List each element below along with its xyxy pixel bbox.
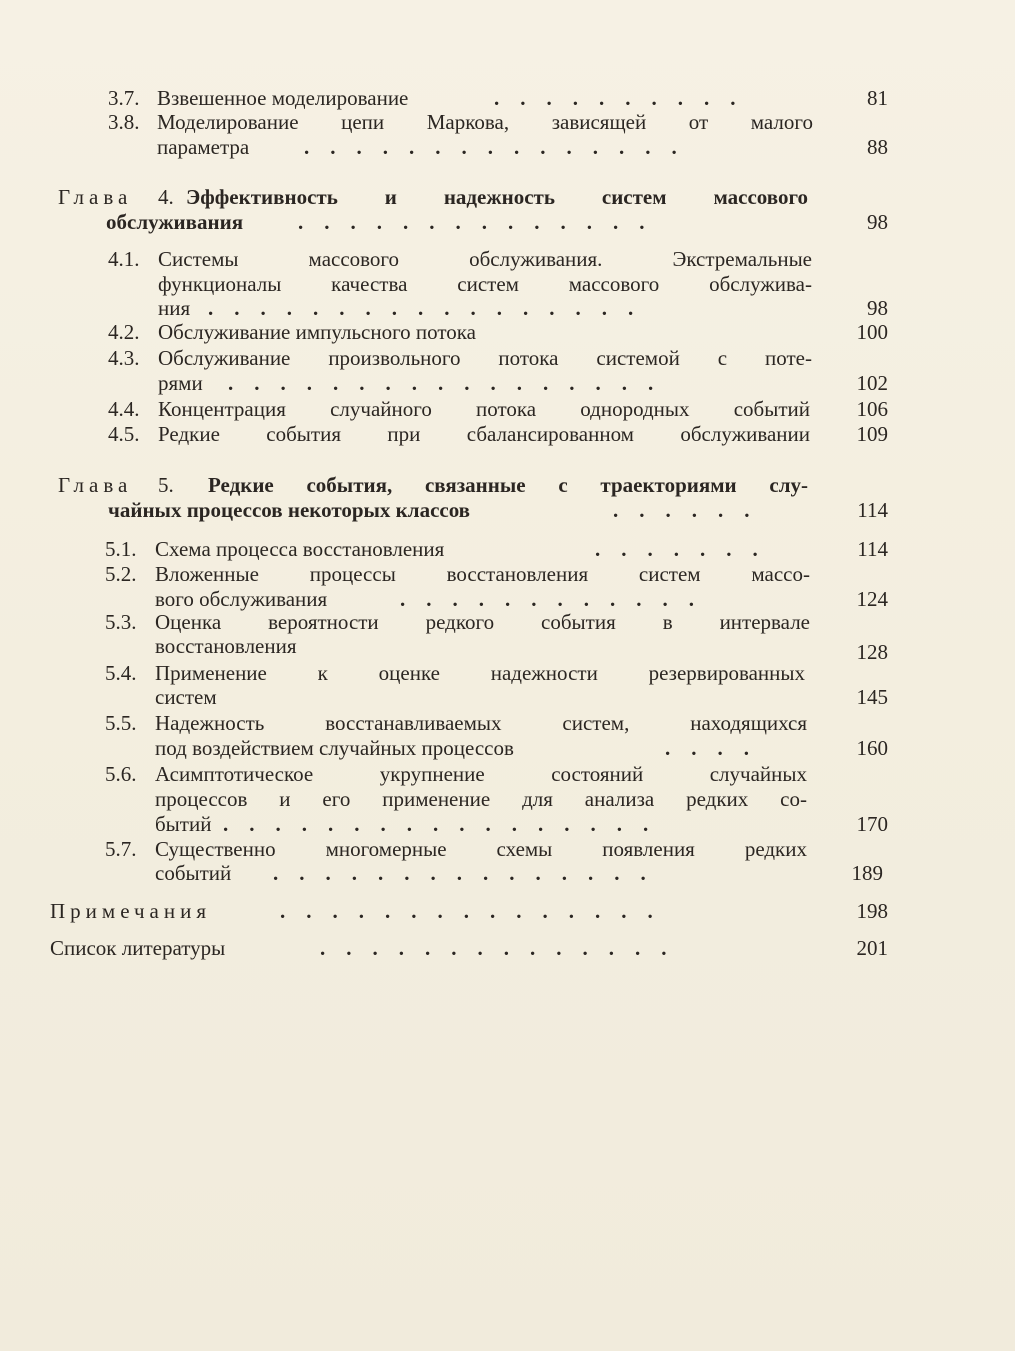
section-title-line-2: событий [155, 861, 232, 885]
chapter-number: 5. [158, 473, 174, 497]
page-number: 124 [856, 587, 888, 611]
section-title: Обслуживание импульсного потока [158, 320, 476, 344]
section-number: 5.3. [105, 610, 137, 634]
leader-dots: . . . . . . . . . . . . . . . . . [228, 371, 654, 395]
toc-bibliography [50, 934, 888, 962]
page-number: 201 [856, 936, 888, 960]
section-title-line-3: ния [158, 296, 191, 320]
section-title-line-1: Вложенные процессы восстановления систем массо- [155, 562, 810, 586]
section-title-line-2: рями [158, 371, 203, 395]
toc-entry-5-1 [105, 535, 888, 563]
section-number: 5.7. [105, 837, 137, 861]
toc-entry-5-7-cont [105, 859, 888, 887]
section-number: 5.1. [105, 537, 137, 561]
section-title: Схема процесса восстановления [155, 537, 445, 561]
leader-dots: . . . . . . . . . . . . . . . . . [208, 296, 634, 320]
page-number: 106 [856, 397, 888, 421]
page-number: 160 [856, 736, 888, 760]
toc-entry-4-3 [108, 344, 888, 372]
toc-entry-4-2 [108, 318, 888, 346]
page-number: 114 [857, 498, 888, 522]
section-title-line-3: бытий [155, 812, 212, 836]
chapter-prefix: Глава [58, 473, 133, 497]
toc-notes [50, 897, 888, 925]
section-title-line-1: Системы массового обслуживания. Экстремальные [158, 247, 812, 271]
section-title-line-2: функционалы качества систем массового обслужива- [158, 272, 812, 296]
section-title-line-1: Оценка вероятности редкого события в интервале [155, 610, 810, 634]
section-title: Примечания [50, 899, 212, 923]
chapter-title-line-1: Редкие события, связанные с траекториями слу- [208, 473, 808, 497]
chapter-title-line-2: обслуживания [106, 210, 244, 234]
page-number: 128 [856, 640, 888, 664]
section-number: 5.6. [105, 762, 137, 786]
section-title: Взвешенное моделирование [157, 86, 409, 110]
section-number: 4.2. [108, 320, 140, 344]
section-number: 4.1. [108, 247, 140, 271]
toc-entry-5-6-cont [105, 785, 888, 813]
page-number: 109 [856, 422, 888, 446]
page-number: 81 [867, 86, 888, 110]
section-title-line-2: параметра [157, 135, 250, 159]
leader-dots: . . . . . . . . . . . . [400, 587, 694, 611]
chapter-prefix: Глава [58, 185, 133, 209]
toc-chapter-5-cont [58, 496, 888, 524]
section-title-line-1: Асимптотическое укрупнение состояний случайных [155, 762, 807, 786]
section-number: 3.8. [108, 110, 140, 134]
section-number: 5.4. [105, 661, 137, 685]
page-number: 98 [867, 210, 888, 234]
page-number: 102 [856, 371, 888, 395]
toc-entry-3-8-cont [108, 133, 888, 161]
section-number: 5.5. [105, 711, 137, 735]
leader-dots: . . . . . . . . . . [494, 86, 736, 110]
toc-entry-5-4-cont [105, 683, 888, 711]
toc-entry-4-1 [108, 245, 888, 273]
section-number: 5.2. [105, 562, 137, 586]
section-title-line-1: Моделирование цепи Маркова, зависящей от малого [157, 110, 813, 134]
section-title: Концентрация случайного потока однородных событий [158, 397, 810, 421]
toc-entry-3-8 [108, 108, 888, 136]
toc-chapter-5 [58, 471, 888, 499]
section-title-line-2: систем [155, 685, 217, 709]
toc-entry-5-6-cont2 [105, 810, 888, 838]
leader-dots: . . . . . . . . . . . . . . [320, 936, 667, 960]
page-number: 189 [851, 861, 883, 885]
section-title-line-1: Надежность восстанавливаемых систем, находящихся [155, 711, 807, 735]
chapter-title-line-2: чайных процессов некоторых классов [108, 498, 471, 522]
section-number: 3.7. [108, 86, 140, 110]
leader-dots: . . . . . . . . . . . . . . . [280, 899, 653, 923]
section-title-line-1: Существенно многомерные схемы появления редких [155, 837, 807, 861]
section-title: Список литературы [50, 936, 226, 960]
page-number: 88 [867, 135, 888, 159]
page-number: 98 [867, 296, 888, 320]
toc-entry-5-5 [105, 709, 888, 737]
section-number: 4.4. [108, 397, 140, 421]
section-number: 4.5. [108, 422, 140, 446]
leader-dots: . . . . . . . [595, 537, 758, 561]
section-title-line-1: Применение к оценке надежности резервированных [155, 661, 805, 685]
section-title-line-2: под воздействием случайных процессов [155, 736, 514, 760]
leader-dots: . . . . . . . . . . . . . . . . . [223, 812, 649, 836]
section-title-line-2: вого обслуживания [155, 587, 328, 611]
section-title-line-2: процессов и его применение для анализа редких со- [155, 787, 807, 811]
section-title-line-1: Обслуживание произвольного потока системой с поте- [158, 346, 812, 370]
page-number: 170 [856, 812, 888, 836]
toc-entry-5-5-cont [105, 734, 888, 762]
leader-dots: . . . . . . . . . . . . . . . [304, 135, 677, 159]
chapter-number: 4. [158, 185, 174, 209]
toc-chapter-4-cont [58, 208, 888, 236]
leader-dots: . . . . . . . . . . . . . . . [273, 861, 646, 885]
page-number: 100 [856, 320, 888, 344]
section-title: Редкие события при сбалансированном обслуживании [158, 422, 810, 446]
leader-dots: . . . . . . [613, 498, 750, 522]
section-title-line-2: восстановления [155, 634, 297, 658]
toc-entry-4-3-cont [108, 369, 888, 397]
toc-entry-5-6 [105, 760, 888, 788]
toc-entry-4-5 [108, 420, 888, 448]
page-number: 198 [856, 899, 888, 923]
page-number: 114 [857, 537, 888, 561]
leader-dots: . . . . . . . . . . . . . . [298, 210, 645, 234]
leader-dots: . . . . [665, 736, 749, 760]
page-number: 145 [856, 685, 888, 709]
chapter-title-line-1: Эффективность и надежность систем массового [186, 185, 808, 209]
toc-entry-5-2 [105, 560, 888, 588]
toc-entry-5-3-cont [105, 632, 888, 664]
toc-chapter-4 [58, 183, 888, 211]
section-number: 4.3. [108, 346, 140, 370]
toc-entry-4-4 [108, 395, 888, 423]
